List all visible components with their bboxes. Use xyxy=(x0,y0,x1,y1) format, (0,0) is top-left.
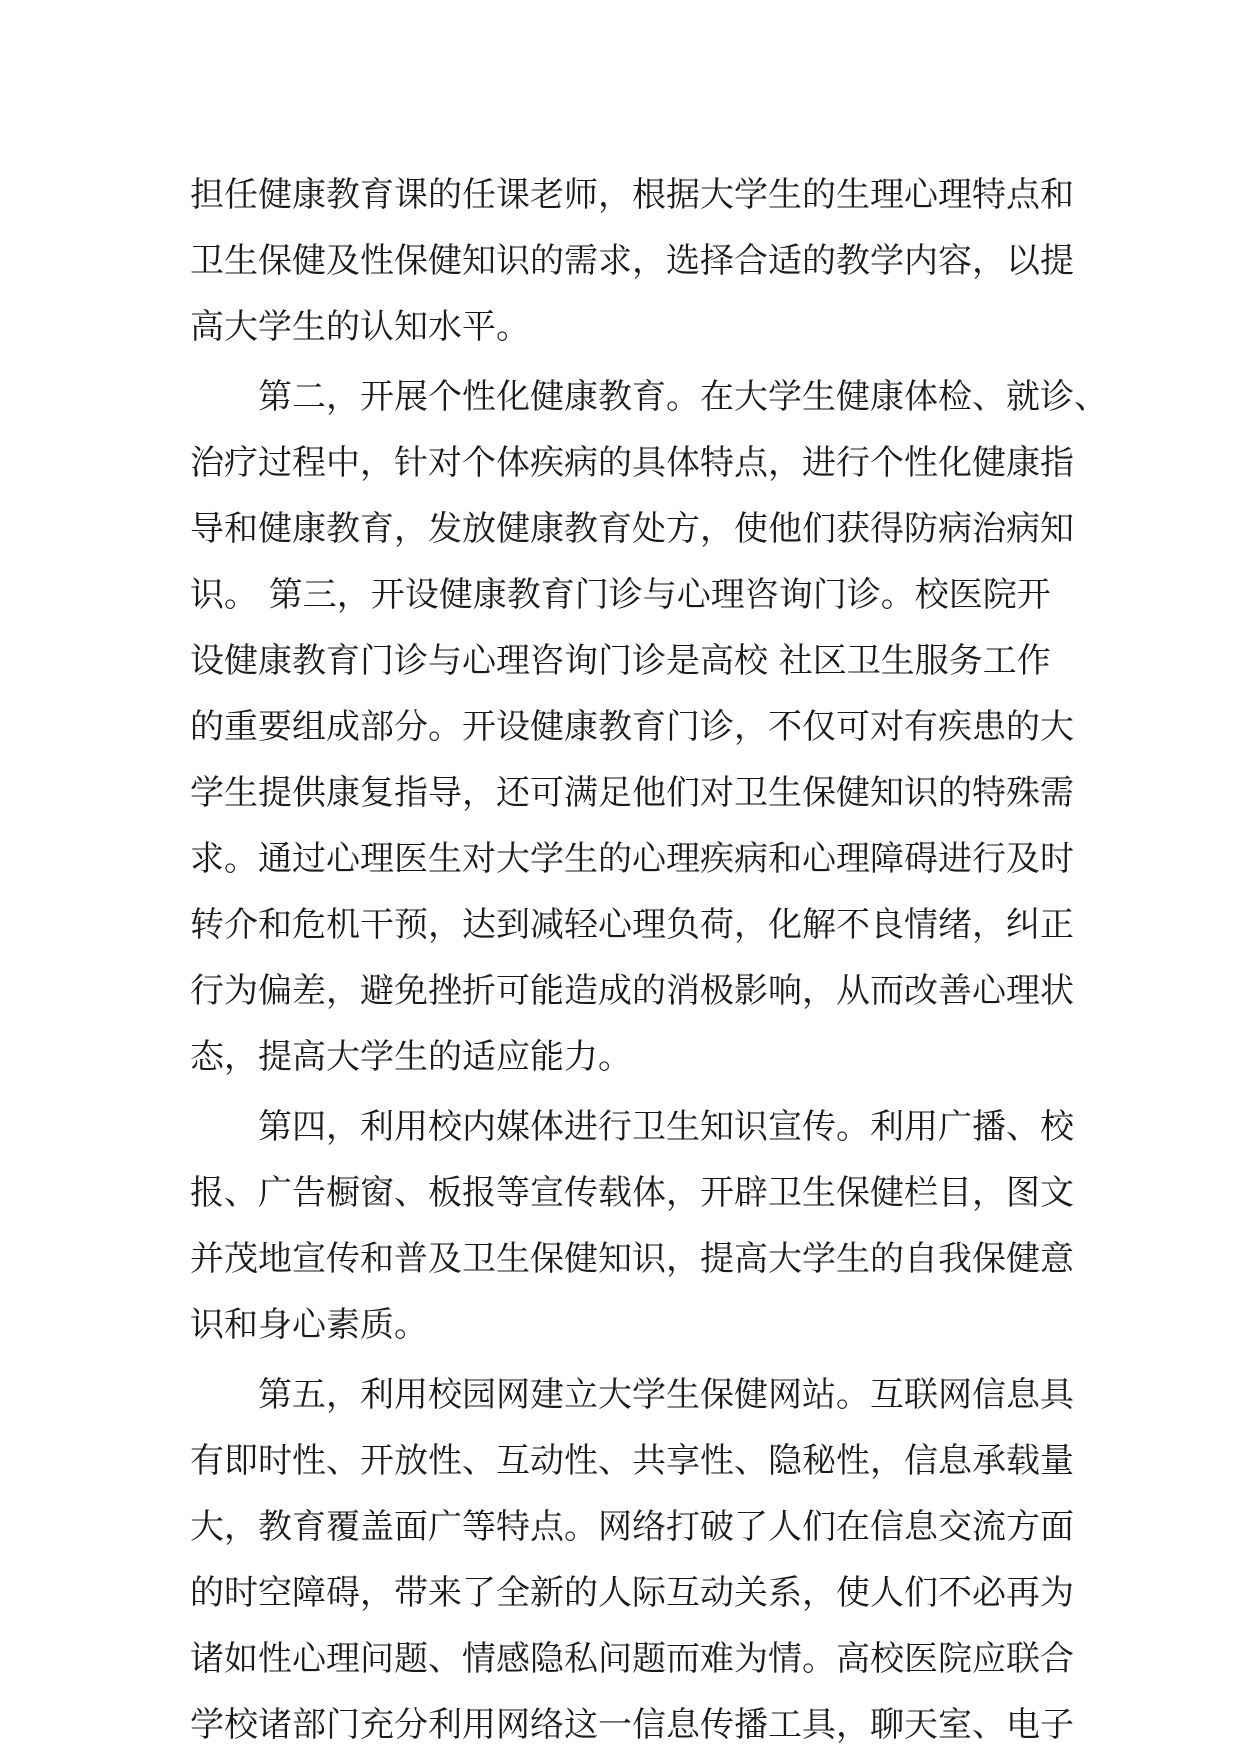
text-line: 态，提高大学生的适应能力。 xyxy=(190,1037,632,1077)
text-line: 求。通过心理医生对大学生的心理疾病和心理障碍进行及时 xyxy=(190,839,1074,879)
text-line: 学生提供康复指导，还可满足他们对卫生保健知识的特殊需 xyxy=(190,773,1074,813)
text-line: 转介和危机干预，达到减轻心理负荷，化解不良情绪，纠正 xyxy=(190,905,1074,945)
text-line: 的时空障碍，带来了全新的人际互动关系，使人们不必再为 xyxy=(190,1573,1074,1613)
text-line: 卫生保健及性保健知识的需求，选择合适的教学内容，以提 xyxy=(190,241,1074,281)
text-line: 大，教育覆盖面广等特点。网络打破了人们在信息交流方面 xyxy=(190,1507,1074,1547)
text-line: 第五，利用校园网建立大学生保健网站。互联网信息具 xyxy=(258,1375,1074,1415)
text-line: 担任健康教育课的任课老师，根据大学生的生理心理特点和 xyxy=(190,175,1074,215)
paragraph xyxy=(190,364,1108,1090)
text-line: 有即时性、开放性、互动性、共享性、隐秘性，信息承载量 xyxy=(190,1441,1074,1481)
text-line: 并茂地宣传和普及卫生保健知识，提高大学生的自我保健意 xyxy=(190,1239,1074,1279)
text-line: 治疗过程中，针对个体疾病的具体特点，进行个性化健康指 xyxy=(190,443,1074,483)
text-line: 第二，开展个性化健康教育。在大学生健康体检、就诊、 xyxy=(258,377,1108,417)
paragraph xyxy=(190,162,1074,360)
text-line: 的重要组成部分。开设健康教育门诊，不仅可对有疾患的大 xyxy=(190,707,1074,747)
paragraph xyxy=(190,1362,1074,1758)
text-line: 诸如性心理问题、情感隐私问题而难为情。高校医院应联合 xyxy=(190,1639,1074,1679)
text-line: 高大学生的认知水平。 xyxy=(190,307,530,347)
text-line: 第四，利用校内媒体进行卫生知识宣传。利用广播、校 xyxy=(258,1107,1074,1147)
text-line: 识和身心素质。 xyxy=(190,1305,428,1345)
text-line: 行为偏差，避免挫折可能造成的消极影响，从而改善心理状 xyxy=(190,971,1074,1011)
text-line: 设健康教育门诊与心理咨询门诊是高校 社区卫生服务工作 xyxy=(190,641,1051,681)
paragraph xyxy=(190,1094,1074,1358)
text-line: 报、广告橱窗、板报等宣传载体，开辟卫生保健栏目，图文 xyxy=(190,1173,1074,1213)
text-line: 学校诸部门充分利用网络这一信息传播工具，聊天室、电子 xyxy=(190,1705,1074,1745)
text-line: 识。 第三，开设健康教育门诊与心理咨询门诊。校医院开 xyxy=(190,575,1051,615)
text-line: 导和健康教育，发放健康教育处方，使他们获得防病治病知 xyxy=(190,509,1074,549)
document-page xyxy=(190,162,1108,1758)
